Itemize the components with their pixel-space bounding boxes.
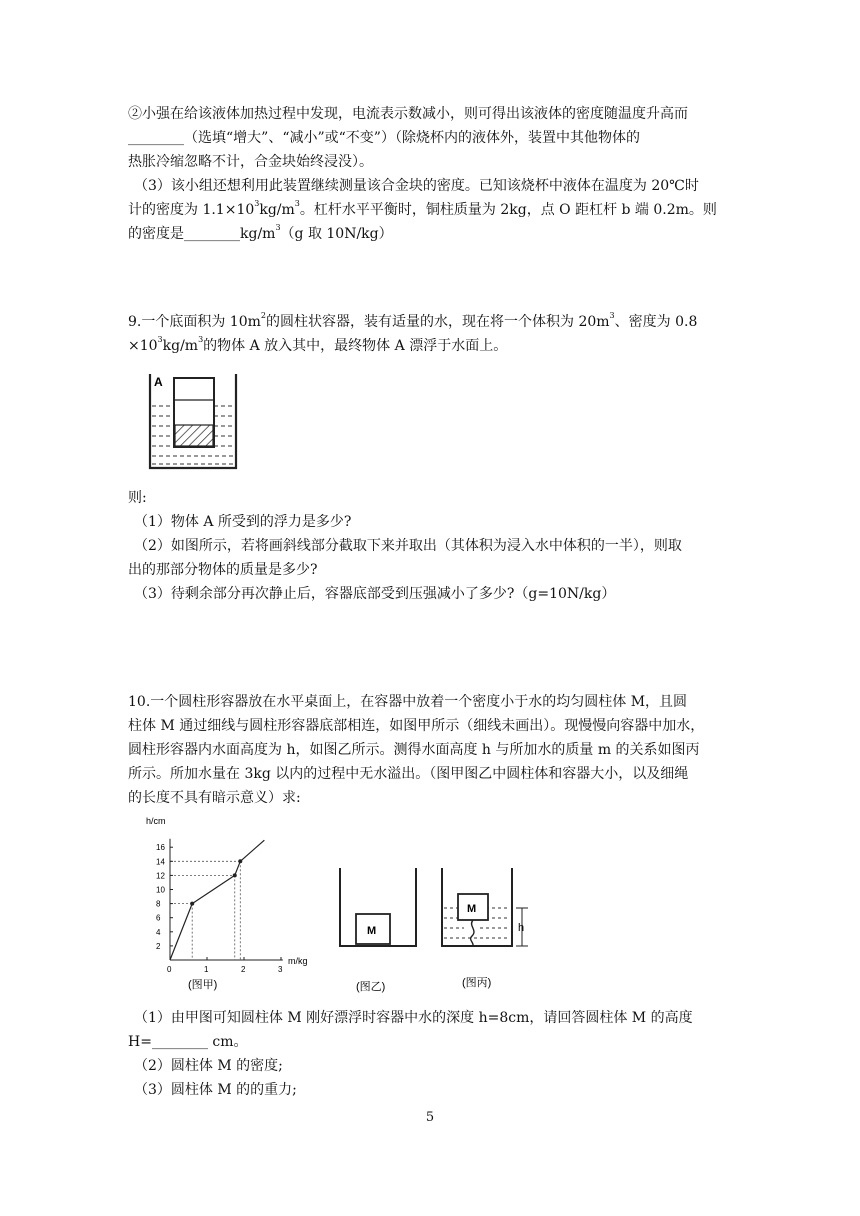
chart-x-tick-label: 2: [241, 965, 246, 974]
cylinder-m-label: M: [367, 925, 377, 937]
page-number: 5: [425, 1110, 435, 1125]
q9-part-3: （3）待剩余部分再次静止后，容器底部受到压强减小了多少?（g=10N/kg）: [134, 586, 616, 602]
q8-line-3: 热胀冷缩忽略不计，合金块始终浸没）。: [128, 154, 373, 170]
chart-y-axis-label: h/cm: [146, 816, 166, 826]
q10-line-5: 的长度不具有暗示意义）求:: [128, 790, 301, 806]
q10-line-1: 10.一个圆柱形容器放在水平桌面上，在容器中放着一个密度小于水的均匀圆柱体 M，且圆: [128, 694, 688, 710]
chart-x-axis-label: m/kg: [288, 956, 308, 966]
q10-line-4: 所示。所加水量在 3kg 以内的过程中无水溢出。（图甲图乙中圆柱体和容器大小，以及细绳: [128, 766, 689, 782]
chart-y-tick-label: 8: [156, 899, 161, 909]
fig-yi-caption: (图乙): [356, 981, 386, 993]
q10-line-3: 圆柱形容器内水面高度为 h，如图乙所示。测得水面高度 h 与所加水的质量 m 的关系如图丙: [128, 742, 700, 758]
q9-part-2a: （2）如图所示，若将画斜线部分截取下来并取出（其体积为浸入水中体积的一半），则取: [134, 538, 682, 554]
q9-part-2b: 出的那部分物体的质量是多少?: [128, 562, 318, 578]
q8-line-1: ②小强在给该液体加热过程中发现，电流表示数减小，则可得出该液体的密度随温度升高而: [128, 106, 688, 122]
chart-y-tick-label: 12: [156, 871, 165, 881]
chart-series-line: [170, 840, 264, 960]
chart-y-tick-label: 6: [156, 913, 161, 923]
q9-container-figure: [128, 362, 258, 482]
fig-yi-container: [334, 864, 424, 994]
q10-part-3: （3）圆柱体 M 的的重力;: [134, 1082, 297, 1098]
chart-y-tick-label: 10: [156, 885, 165, 895]
h-dimension-label: h: [518, 922, 525, 934]
h-vs-m-chart: [138, 812, 318, 994]
cylinder-m-label-2: M: [467, 903, 477, 915]
q8-line-2: ________（选填“增大”、“减小”或“不变”）（除烧杯内的液体外，装置中其他物体的: [128, 130, 640, 146]
q9-line-1: 9.一个底面积为 $10m^2$的圆柱状容器，装有适量的水，现在将一个体积为 $20m^3$、密度为 0.8: [128, 311, 698, 330]
fig-jia-caption: (图甲): [188, 979, 218, 991]
chart-data-point: [238, 859, 242, 863]
chart-data-point: [190, 902, 194, 906]
fig-bing-container: [436, 864, 546, 994]
chart-y-tick-label: 16: [156, 843, 165, 853]
q8-line-5: 计的密度为 $1.1\times 10^3kg/m^3$。杠杆水平平衡时，铜柱质量为 2kg，点 O 距杠杆 b 端 0.2m。则: [128, 199, 717, 218]
chart-data-point: [233, 873, 237, 877]
chart-y-tick-label: 4: [156, 927, 161, 937]
chart-x-tick-label: 1: [204, 965, 209, 974]
q9-part-1: （1）物体 A 所受到的浮力是多少?: [134, 514, 352, 530]
block-a-label: A: [154, 375, 163, 389]
q9-line-2: $\times 10^3kg/m^3$的物体 A 放入其中，最终物体 A 漂浮于水面上。: [128, 335, 508, 354]
q10-part-2: （2）圆柱体 M 的密度;: [134, 1058, 283, 1074]
q8-line-4: （3）该小组还想利用此装置继续测量该合金块的密度。已知该烧杯中液体在温度为 20℃时: [134, 178, 699, 194]
q10-part-1a: （1）由甲图可知圆柱体 M 刚好漂浮时容器中水的深度 h=8cm，请回答圆柱体 M 的高度: [134, 1010, 693, 1026]
q10-line-2: 柱体 M 通过细线与圆柱形容器底部相连，如图甲所示（细线未画出）。现慢慢向容器中加水，: [128, 718, 705, 734]
chart-y-tick-label: 2: [156, 941, 161, 951]
q10-part-1b: H=________ cm。: [128, 1034, 248, 1050]
fig-bing-caption: (图丙): [462, 977, 492, 989]
chart-x-tick-label: 0: [167, 965, 172, 974]
chart-y-tick-label: 14: [156, 857, 165, 867]
q9-ze: 则:: [128, 490, 147, 506]
chart-x-tick-label: 3: [278, 965, 283, 974]
q8-line-6: 的密度是$\_\_\_\_\_\_\_\_kg/m^3(g$ 取 10N/kg）: [128, 223, 393, 242]
